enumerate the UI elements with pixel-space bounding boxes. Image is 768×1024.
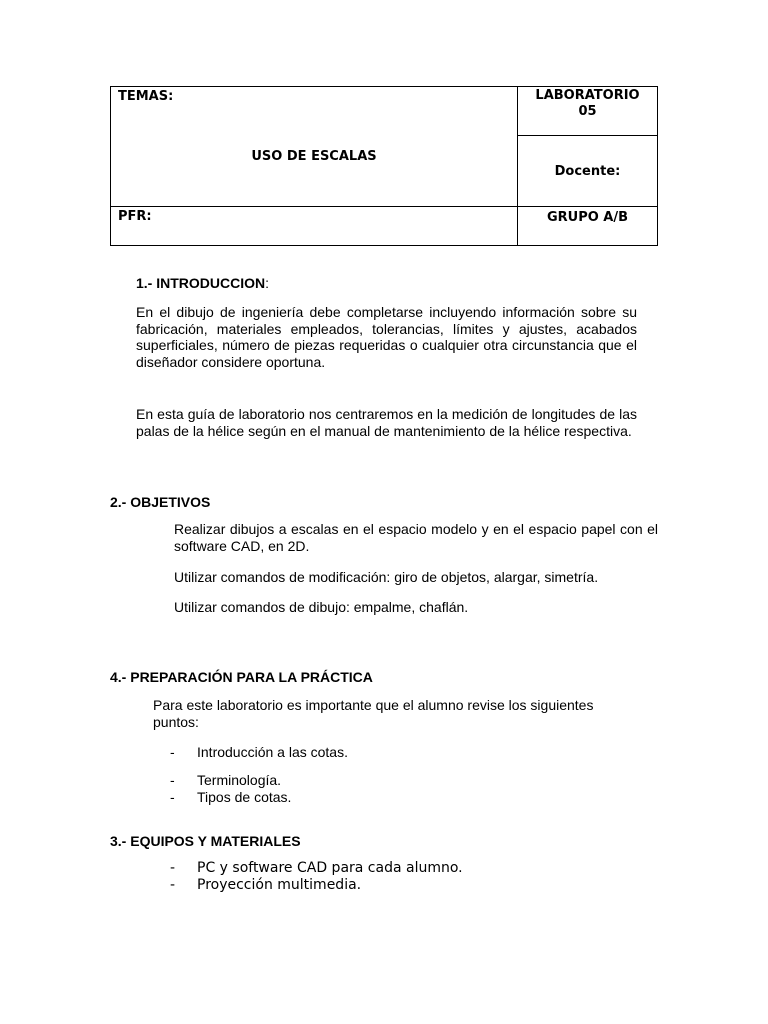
equipos-item: Proyección multimedia. [197, 877, 362, 893]
objetivo-text: Utilizar comandos de dibujo: empalme, chaflán. [174, 599, 469, 615]
list-item [154, 521, 658, 555]
preparacion-item: Tipos de cotas. [197, 789, 292, 805]
docente-label: Docente: [554, 163, 621, 179]
equipos-item: PC y software CAD para cada alumno. [197, 860, 463, 876]
laboratorio-cell [518, 87, 658, 136]
preparacion-heading: 4.- PREPARACIÓN PARA LA PRÁCTICA [110, 669, 373, 685]
docente-cell [518, 136, 658, 207]
dash-marker: - [170, 860, 176, 876]
pfr-cell [111, 207, 518, 246]
laboratorio-number: 05 [578, 104, 597, 119]
temas-cell [111, 87, 518, 207]
list-item [154, 569, 658, 587]
pfr-label: PFR: [118, 209, 152, 224]
document-title: USO DE ESCALAS [251, 149, 377, 164]
intro-paragraph-2: En esta guía de laboratorio nos centraremos en la medición de longitudes de las palas de la hélice según en el manual de mantenimiento de la hélice respectiva. [136, 406, 637, 439]
header-table [110, 86, 658, 246]
equipos-heading: 3.- EQUIPOS Y MATERIALES [110, 833, 301, 849]
preparacion-item: Terminología. [197, 772, 282, 788]
intro-paragraph-1: En el dibujo de ingeniería debe completarse incluyendo información sobre su fabricación, materiales empleados, tolerancias, límites y ajustes, acabados superficiales, número de piezas requeridas o cualquier otra circunstancia que el diseñador considere oportuna. [136, 304, 637, 370]
dash-marker: - [170, 789, 175, 805]
objetivos-heading: 2.- OBJETIVOS [110, 494, 211, 510]
dash-marker: - [170, 744, 175, 760]
intro-heading: 1.- INTRODUCCION: [136, 275, 270, 291]
laboratorio-label: LABORATORIO [535, 88, 640, 103]
objetivo-text: Utilizar comandos de modificación: giro de objetos, alargar, simetría. [174, 569, 599, 585]
dash-marker: - [170, 772, 175, 788]
list-item [154, 599, 658, 617]
grupo-label: GRUPO A/B [546, 210, 629, 225]
preparacion-intro: Para este laboratorio es importante que el alumno revise los siguientes puntos: [153, 697, 594, 730]
dash-marker: - [170, 877, 176, 893]
preparacion-item: Introducción a las cotas. [197, 744, 348, 760]
temas-label: TEMAS: [118, 89, 174, 104]
objetivo-text: Realizar dibujos a escalas en el espacio modelo y en el espacio papel con el software CAD, en 2D. [174, 521, 658, 554]
grupo-cell [518, 207, 658, 246]
